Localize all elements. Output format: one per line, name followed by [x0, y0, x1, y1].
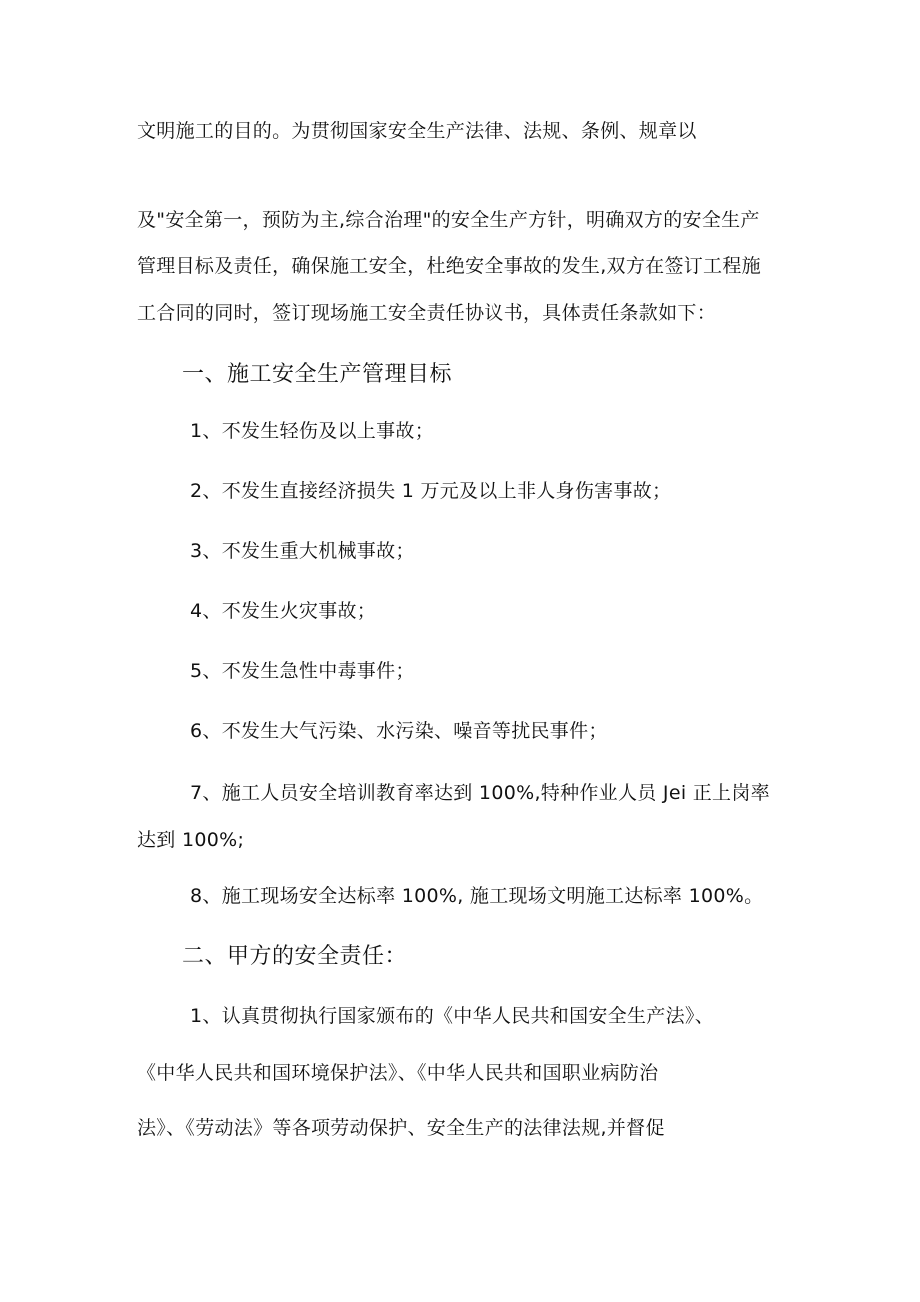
goal-item-5: 5、不发生急性中毒事件； [190, 660, 415, 682]
paragraph-line-1: 文明施工的目的。为贯彻国家安全生产法律、法规、条例、规章以 [137, 120, 697, 142]
goal-item-7: 7、施工人员安全培训教育率达到 100%,特种作业人员 Jei 正上岗率 [190, 782, 770, 804]
duty-item-1-line-2: 《中华人民共和国环境保护法》、《中华人民共和国职业病防治 [137, 1062, 659, 1084]
paragraph-line-4: 工合同的同时，签订现场施工安全责任协议书，具体责任条款如下： [137, 302, 717, 324]
duty-item-1: 1、认真贯彻执行国家颁布的《中华人民共和国安全生产法》、 [190, 1005, 714, 1027]
goal-item-3: 3、不发生重大机械事故； [190, 540, 415, 562]
goal-item-4: 4、不发生火灾事故； [190, 600, 377, 622]
goal-item-6: 6、不发生大气污染、水污染、噪音等扰民事件； [190, 720, 608, 742]
goal-item-2: 2、不发生直接经济损失 1 万元及以上非人身伤害事故； [190, 480, 672, 502]
goal-item-8: 8、施工现场安全达标率 100%, 施工现场文明施工达标率 100%。 [190, 885, 764, 907]
goal-item-7-continued: 达到 100%; [137, 829, 245, 851]
paragraph-line-3: 管理目标及责任，确保施工安全，杜绝安全事故的发生,双方在签订工程施 [137, 255, 761, 277]
duty-item-1-line-3: 法》、《劳动法》等各项劳动保护、安全生产的法律法规,并督促 [137, 1117, 665, 1139]
section-heading-1: 一、施工安全生产管理目标 [182, 362, 453, 387]
section-heading-2: 二、甲方的安全责任： [182, 944, 408, 969]
goal-item-1: 1、不发生轻伤及以上事故； [190, 420, 434, 442]
paragraph-line-2: 及"安全第一，预防为主,综合治理"的安全生产方针，明确双方的安全生产 [137, 209, 760, 231]
